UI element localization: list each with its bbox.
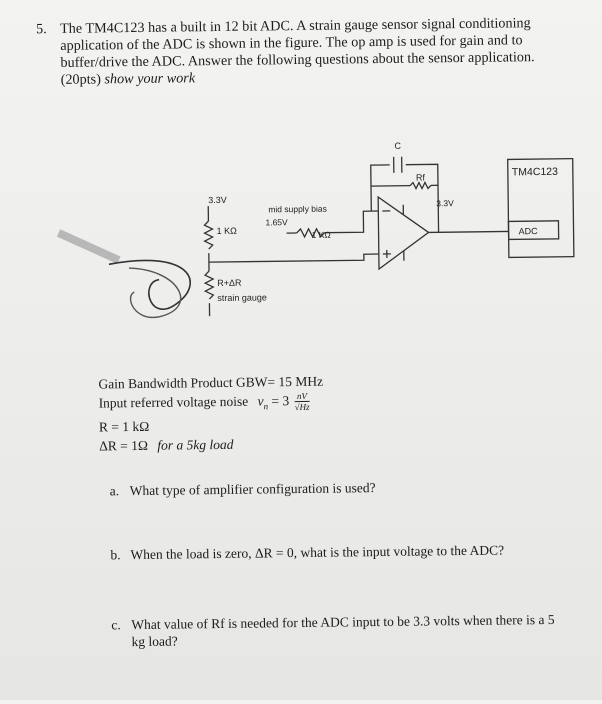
feedback-wire-right [431,185,439,232]
noise-variable: v [257,394,263,409]
question-a [110,477,580,483]
strain-gauge-name-label: strain gauge [217,292,267,303]
noise-unit-fraction [294,392,309,412]
output-wire [429,231,509,232]
capacitor-plates [394,157,402,173]
question-c-letter: c. [111,616,121,633]
divider-resistor-top [204,221,212,249]
question-c-text [131,610,591,650]
gbw-row: Gain Bandwidth Product GBW= 15 MHz [98,372,418,395]
question-c [111,610,591,656]
question-a-text: What type of amplifier configuration is used? [130,479,376,499]
noninverting-wire [209,254,379,262]
bias-wire-to-opamp [324,211,378,233]
question-header [36,15,581,22]
adc-label: ADC [519,226,539,236]
opamp-supply-label: 3.3V [436,198,454,208]
noise-unit-numerator: nV [294,392,309,402]
feedback-wire [371,186,410,211]
question-a-letter: a. [110,482,120,499]
load-cell-sensor [59,231,191,318]
noise-subscript: n [264,401,269,411]
bias-resistor-label: 1 KΩ [312,230,331,240]
question-instruction: show your work [104,70,195,87]
supply-voltage-label: 3.3V [208,195,227,205]
parameters-block [98,372,419,457]
r-value-row: R = 1 kΩ [99,415,419,438]
dr-condition: for a 5kg load [157,437,233,453]
question-b-text: When the load is zero, ΔR = 0, what is the input voltage to the ADC? [130,542,504,564]
bias-title-label: mid supply bias [268,204,327,215]
bias-voltage-label: 1.65V [265,217,288,227]
opamp-plus-mark [383,250,391,258]
dr-value-row [99,434,419,457]
question-b [110,540,590,546]
noise-label: Input referred voltage noise [99,394,249,411]
capacitor-label: C [394,141,401,151]
question-points: (20pts) [61,71,101,87]
bleed-through-text [142,522,145,537]
mcu-label: TM4C123 [512,166,558,179]
question-b-letter: b. [110,546,120,563]
question-line-2: application of the ADC is shown in the figure. The op amp is used for gain and to [60,32,580,55]
feedback-resistor [410,182,431,188]
strain-gauge-value-label: R+ΔR [217,278,242,288]
question-line-3: buffer/drive the ADC. Answer the following questions about the sensor application. [60,49,580,72]
question-c-line-1: What value of Rf is needed for the ADC input to be 3.3 volts when there is a 5 [131,610,591,633]
cap-wires [371,164,438,186]
top-resistor-label: 1 KΩ [216,226,237,236]
question-c-line-2: kg load? [131,627,591,650]
dr-value: ΔR = 1Ω [99,438,148,454]
question-text [60,15,581,89]
noise-equals: = 3 [271,393,289,408]
circuit-diagram [37,126,600,348]
divider-resistor-bottom [205,271,213,299]
question-number: 5. [36,21,47,38]
noise-unit-denominator: √Hz [295,402,310,412]
feedback-resistor-label: Rf [416,172,426,182]
question-line-1: The TM4C123 has a built in 12 bit ADC. A strain gauge sensor signal conditioning [60,15,580,38]
